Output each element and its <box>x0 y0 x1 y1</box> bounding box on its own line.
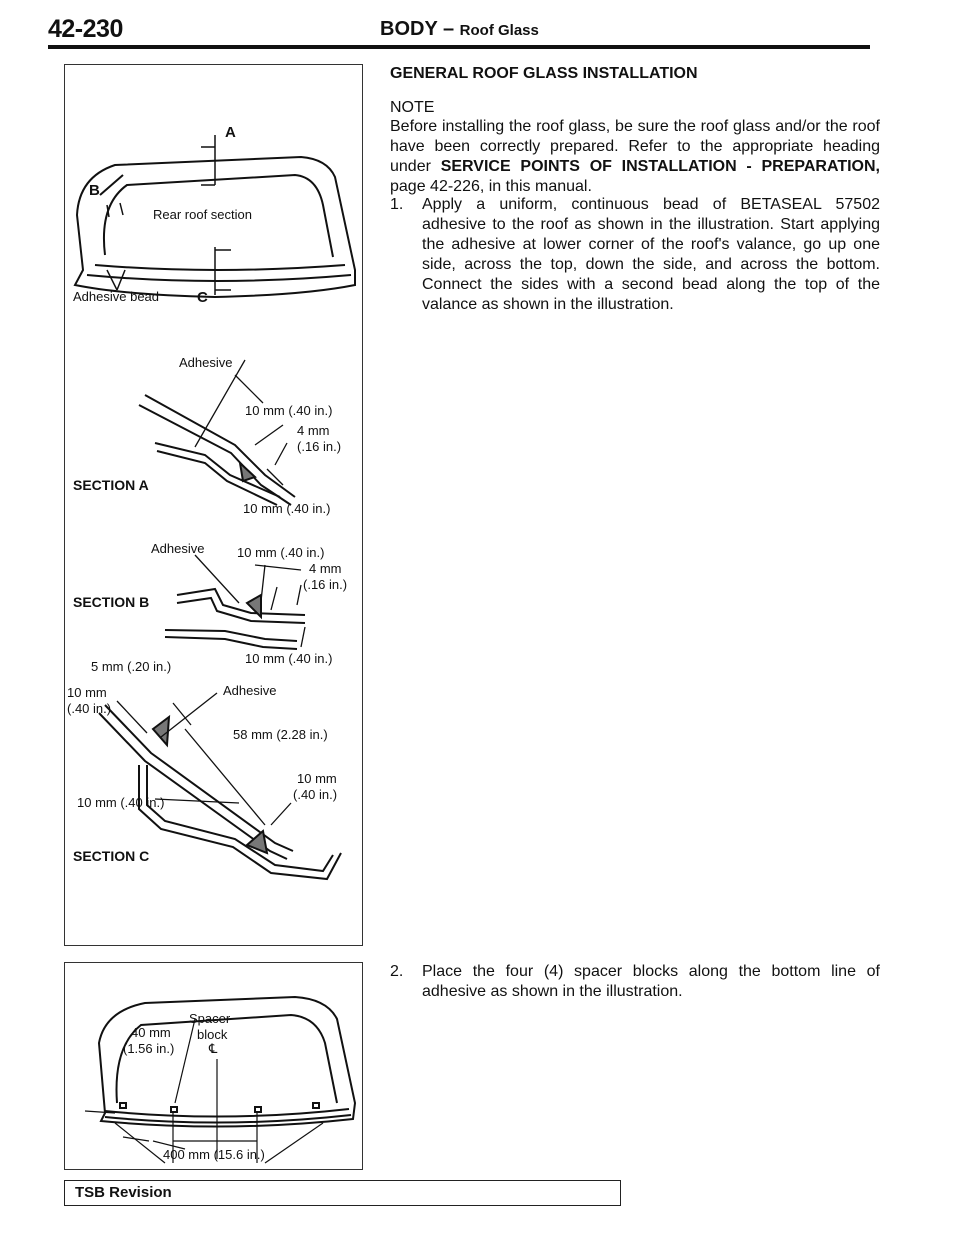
tsb-revision-box <box>64 1180 621 1206</box>
rear-roof-section-label: Rear roof section <box>153 207 252 222</box>
section-b-dim-thick-1: 4 mm <box>309 561 342 576</box>
note-label: NOTE <box>390 99 435 116</box>
step-2-number: 2. <box>390 963 404 980</box>
callout-c: C <box>197 289 208 306</box>
header-rule <box>48 45 870 49</box>
section-b-dim-thick-2: (.16 in.) <box>303 577 348 592</box>
section-c-title: SECTION C <box>73 848 150 864</box>
section-b-adhesive: Adhesive <box>151 541 205 556</box>
callout-b: B <box>89 182 100 199</box>
section-b-drawing <box>165 555 305 649</box>
step-1 <box>390 195 880 315</box>
adhesive-bead-label: Adhesive bead <box>73 289 160 304</box>
section-a-title: SECTION A <box>73 477 149 493</box>
spacer-label-2: block <box>197 1027 228 1042</box>
centerline-label: ℄ <box>209 1041 218 1056</box>
section-b-dim-bottom: 10 mm (.40 in.) <box>245 651 333 666</box>
section-c-dim-left-1: 10 mm <box>67 685 107 700</box>
section-c-adhesive: Adhesive <box>223 683 277 698</box>
figure-roof-adhesive-sections <box>64 64 363 946</box>
title-sub: Roof Glass <box>459 22 539 39</box>
section-c-dim-right-1: 10 mm <box>297 771 337 786</box>
section-a-drawing <box>139 360 295 505</box>
section-b-dim-top: 10 mm (.40 in.) <box>237 545 325 560</box>
section-a-dim-thick-1: 4 mm <box>297 423 330 438</box>
step-2 <box>390 962 880 1002</box>
note-text <box>390 117 880 197</box>
step-1-number: 1. <box>390 196 404 213</box>
section-c-dim-right-2: (.40 in.) <box>293 787 338 802</box>
section-a-adhesive: Adhesive <box>179 355 233 370</box>
page-number: 42-230 <box>48 15 123 43</box>
note-bold: SERVICE POINTS OF INSTALLATION - PREPARATION, <box>440 158 880 175</box>
section-a-dim-top: 10 mm (.40 in.) <box>245 403 333 418</box>
dim-40-2: (1.56 in.) <box>123 1041 175 1056</box>
section-c-dim-mid: 58 mm (2.28 in.) <box>233 727 328 742</box>
page-title: BODY – Roof Glass <box>380 18 539 40</box>
step-2-text: Place the four (4) spacer blocks along the bottom line of adhesive as shown in the illustration. <box>422 963 880 1000</box>
section-a-dim-bottom: 10 mm (.40 in.) <box>243 501 331 516</box>
dim-400: 400 mm (15.6 in.) <box>163 1147 265 1162</box>
step-1-text: Apply a uniform, continuous bead of BETASEAL 57502 adhesive to the roof as shown in the illustration. Start applying the adhesive at lower corner of the roof's valance, go up one side, across the top, down the side, and across the bottom. Connect the sides with a second bead along the top of the valance as shown in the illustration. <box>422 196 880 313</box>
callout-a: A <box>225 124 236 141</box>
section-b-title: SECTION B <box>73 594 150 610</box>
dim-40-1: 40 mm <box>131 1025 171 1040</box>
figure-spacer-blocks <box>64 962 363 1170</box>
spacer-label-1: Spacer <box>189 1011 231 1026</box>
section-c-dim-left-2: (.40 in.) <box>67 701 112 716</box>
section-b-dim-left: 5 mm (.20 in.) <box>91 659 172 674</box>
section-heading: GENERAL ROOF GLASS INSTALLATION <box>390 65 698 82</box>
note-text-1: Before installing the roof glass, be sure the roof glass and/or the roof have been correctly prepared. Refer to the appropriate heading under <box>390 118 880 175</box>
title-main: BODY <box>380 18 438 40</box>
section-c-dim-low: 10 mm (.40 in.) <box>77 795 165 810</box>
page-header <box>0 0 960 48</box>
section-a-dim-thick-2: (.16 in.) <box>297 439 342 454</box>
note-text-2: page 42-226, in this manual. <box>390 178 592 195</box>
figure-1-drawing <box>65 65 362 945</box>
tsb-revision-label: TSB Revision <box>75 1184 172 1201</box>
figure-2-drawing <box>65 963 362 1169</box>
